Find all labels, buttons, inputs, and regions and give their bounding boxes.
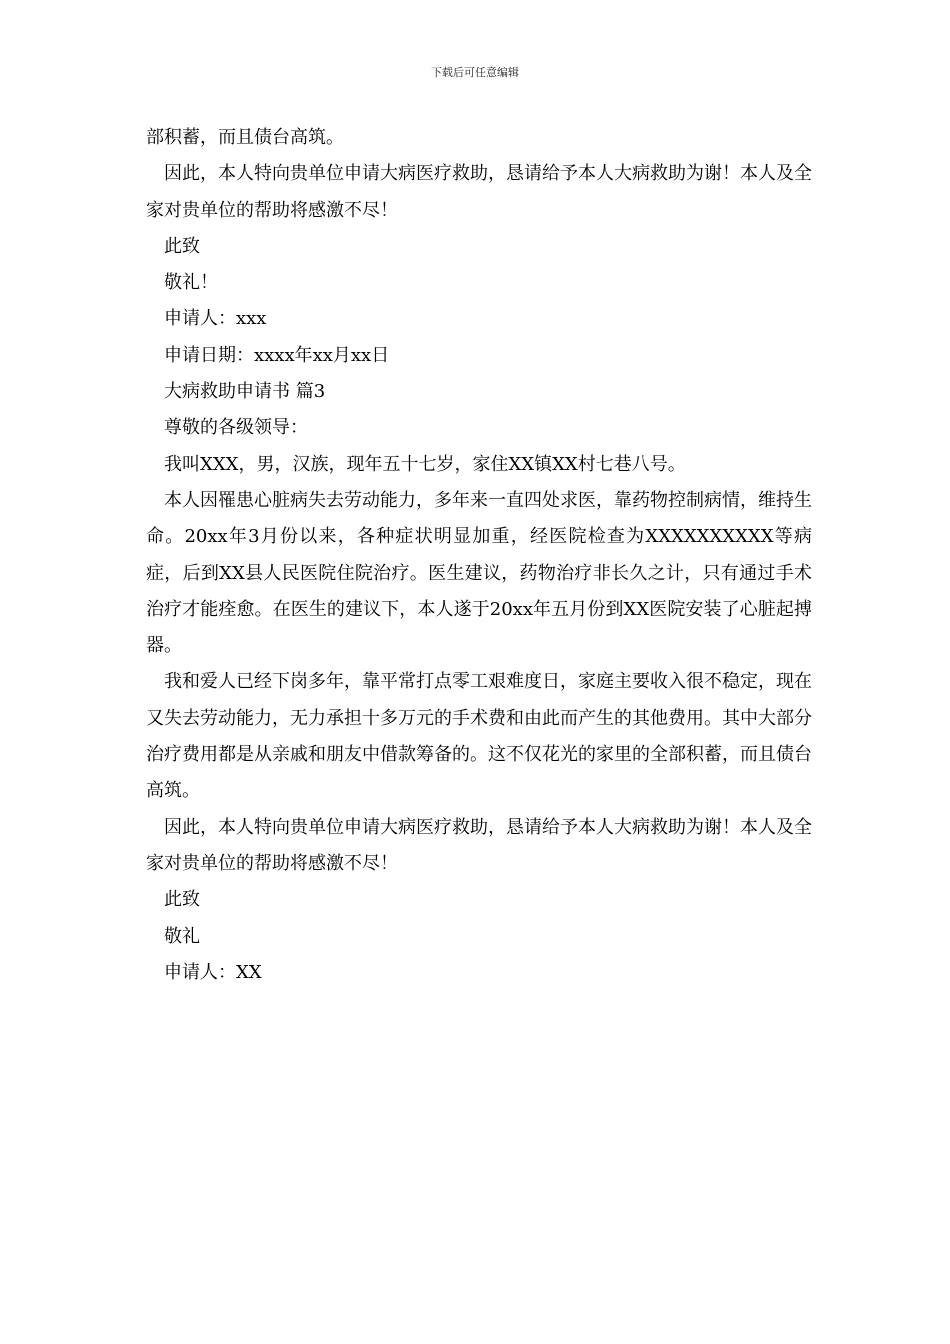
paragraph-introduction: 我叫XXX，男，汉族，现年五十七岁，家住XX镇XX村七巷八号。 (164, 453, 686, 475)
applicant-line-2: 申请人：XX (164, 961, 262, 983)
closing-salutation-2: 此致 (164, 889, 200, 911)
application-date-line: 申请日期：xxxx年xx月xx日 (164, 344, 390, 366)
page-header-note: 下载后可任意编辑 (431, 66, 519, 79)
paragraph-medical-history: 本人因罹患心脏病失去劳动能力，多年来一直四处求医，靠药物控制病情，维持生命。20xx年3月份以来，各种症状明显加重，经医院检查为XXXXXXXXXX等病症，后到XX县人民医院住院治疗。医生建议，药物治疗非长久之计，只有通过手术治疗才能痊愈。在医生的建议下，本人遂于20xx年五月份到XX医院安装了心脏起搏器。 (146, 489, 812, 657)
greeting: 尊敬的各级领导： (164, 417, 308, 439)
document-body (146, 120, 812, 991)
applicant-line: 申请人：xxx (164, 308, 267, 330)
closing-respect-2: 敬礼 (164, 925, 200, 947)
paragraph-continuation: 部积蓄，而且债台高筑。 (146, 127, 344, 148)
paragraph-financial-situation: 我和爱人已经下岗多年，靠平常打点零工艰难度日，家庭主要收入很不稳定，现在又失去劳动能力，无力承担十多万元的手术费和由此而产生的其他费用。其中大部分治疗费用都是从亲戚和朋友中借款筹备的。这不仅花光的家里的全部积蓄，而且债台高筑。 (146, 671, 812, 802)
closing-respect: 敬礼！ (164, 272, 218, 294)
paragraph-request: 因此，本人特向贵单位申请大病医疗救助，恳请给予本人大病救助为谢！本人及全家对贵单位的帮助将感激不尽！ (146, 163, 812, 221)
closing-salutation: 此致 (164, 235, 200, 257)
section-title: 大病救助申请书 篇3 (164, 381, 326, 403)
paragraph-request-repeat: 因此，本人特向贵单位申请大病医疗救助，恳请给予本人大病救助为谢！本人及全家对贵单位的帮助将感激不尽！ (146, 816, 812, 874)
